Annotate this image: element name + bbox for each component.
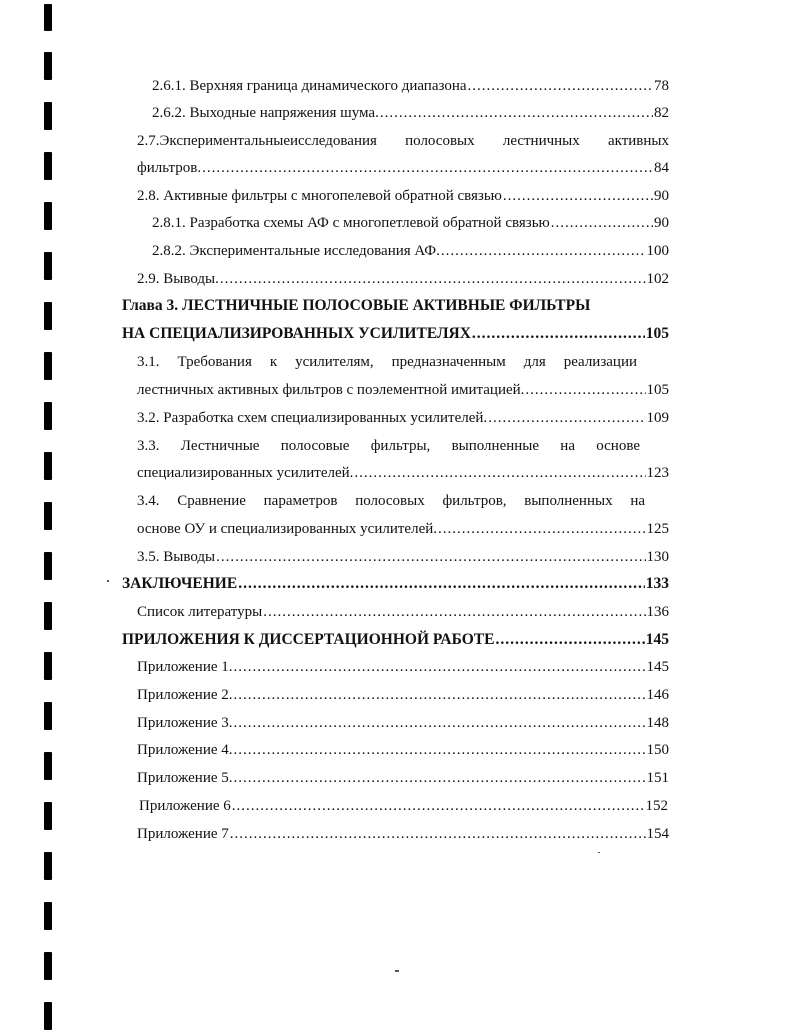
toc-page-number: 105 (646, 382, 669, 398)
toc-references[interactable] (137, 602, 669, 622)
leader-dots (234, 657, 646, 677)
scan-speck (598, 852, 600, 853)
toc-page-number: 109 (646, 410, 669, 426)
toc-chapter-3-line1[interactable]: Глава 3. ЛЕСТНИЧНЫЕ ПОЛОСОВЫЕ АКТИВНЫЕ ФИЛЬТРЫ (122, 297, 591, 314)
toc-appendix-4[interactable] (137, 740, 669, 760)
toc-entry-label: лестничных активных фильтров с поэлементной имитацией. (137, 382, 525, 398)
toc-entry-label: НА СПЕЦИАЛИЗИРОВАННЫХ УСИЛИТЕЛЯХ (122, 325, 471, 342)
toc-entry-label: Приложение 3. (137, 715, 233, 731)
toc-appendices[interactable] (122, 630, 669, 650)
toc-entry-label: Список литературы (137, 604, 263, 620)
toc-page-number: 151 (646, 770, 669, 786)
toc-entry-2-7[interactable] (137, 158, 669, 178)
toc-entry-3-4[interactable] (137, 519, 669, 539)
toc-page-number: 152 (645, 798, 668, 814)
toc-entry-label: 2.8.2. Экспериментальные исследования АФ. (152, 243, 440, 259)
leader-dots (232, 796, 645, 816)
toc-entry-label: фильтров. (137, 160, 202, 176)
leader-dots (234, 713, 646, 733)
toc-page-number: 146 (646, 687, 669, 703)
toc-entry-2-9[interactable] (137, 269, 669, 289)
toc-entry-2-8[interactable] (137, 186, 669, 206)
toc-entry-3-2[interactable] (137, 408, 669, 428)
leader-dots (495, 630, 644, 650)
toc-page-number: 133 (645, 575, 669, 592)
toc-page-number: 136 (646, 604, 669, 620)
toc-entry-3-1-line1[interactable]: 3.1. Требования к усилителям, предназначенным для реализации (137, 354, 637, 370)
leader-dots (472, 324, 645, 344)
toc-entry-3-1[interactable] (137, 380, 669, 400)
toc-appendix-7[interactable] (137, 824, 669, 844)
toc-entry-label: специализированных усилителей. (137, 465, 354, 481)
scan-speck (395, 970, 399, 972)
toc-page-number: 125 (646, 521, 669, 537)
leader-dots (468, 76, 653, 96)
toc-entry-3-3-line1[interactable]: 3.3. Лестничные полосовые фильтры, выполненные на основе (137, 438, 640, 454)
toc-page-number: 145 (645, 631, 669, 648)
toc-page-number: 150 (646, 742, 669, 758)
toc-entry-label: Приложение 4. (137, 742, 233, 758)
leader-dots (234, 768, 646, 788)
toc-page-number: 84 (654, 160, 669, 176)
toc-entry-label: Приложение 5. (137, 770, 233, 786)
toc-entry-2-6-2[interactable] (152, 103, 669, 123)
toc-entry-label: 2.6.1. Верхняя граница динамического диапазона (152, 78, 467, 94)
toc-entry-3-5[interactable] (137, 547, 669, 567)
toc-entry-label: ПРИЛОЖЕНИЯ К ДИССЕРТАЦИОННОЙ РАБОТЕ (122, 631, 495, 648)
toc-entry-label: 3.2. Разработка схем специализированных усилителей. (137, 410, 488, 426)
leader-dots (238, 574, 645, 594)
toc-chapter-3[interactable] (122, 324, 669, 344)
toc-entry-label: Приложение 1. (137, 659, 233, 675)
toc-entry-label: Приложение 7 (137, 826, 229, 842)
toc-appendix-1[interactable] (137, 657, 669, 677)
leader-dots (234, 685, 646, 705)
toc-page-number: 82 (654, 105, 669, 121)
leader-dots (230, 824, 646, 844)
toc-appendix-5[interactable] (137, 768, 669, 788)
toc-page-number: 148 (646, 715, 669, 731)
leader-dots (525, 380, 645, 400)
toc-entry-2-7-line1[interactable]: 2.7.Экспериментальныеисследования полосовых лестничных активных (137, 133, 669, 149)
scan-speck (107, 580, 109, 582)
toc-entry-label: 2.8. Активные фильтры с многопелевой обратной связью (137, 188, 502, 204)
toc-entry-label: 3.5. Выводы (137, 549, 216, 565)
leader-dots (263, 602, 645, 622)
toc-page-number: 78 (654, 78, 669, 94)
toc-page-number: 90 (654, 215, 669, 231)
toc-page-number: 130 (646, 549, 669, 565)
toc-entry-label: основе ОУ и специализированных усилителей. (137, 521, 438, 537)
toc-entry-label: Приложение 6 (139, 798, 231, 814)
toc-page-number: 145 (646, 659, 669, 675)
toc-entry-label: 2.6.2. Выходные напряжения шума. (152, 105, 379, 121)
leader-dots (220, 269, 646, 289)
toc-entry-label: 2.8.1. Разработка схемы АФ с многопетлевой обратной связью (152, 215, 550, 231)
toc-page-number: 102 (646, 271, 669, 287)
toc-page-number: 90 (654, 188, 669, 204)
toc-entry-3-4-line1[interactable]: 3.4. Сравнение параметров полосовых фильтров, выполненных на (137, 493, 645, 509)
leader-dots (202, 158, 653, 178)
leader-dots (354, 463, 645, 483)
leader-dots (216, 547, 645, 567)
toc-entry-label: 2.9. Выводы. (137, 271, 219, 287)
toc-appendix-2[interactable] (137, 685, 669, 705)
leader-dots (488, 408, 645, 428)
toc-entry-2-8-1[interactable] (152, 213, 669, 233)
toc-entry-2-6-1[interactable] (152, 76, 669, 96)
leader-dots (438, 519, 645, 539)
toc-page-number: 154 (646, 826, 669, 842)
leader-dots (234, 740, 646, 760)
toc-appendix-3[interactable] (137, 713, 669, 733)
toc-page-number: 123 (646, 465, 669, 481)
leader-dots (441, 241, 646, 261)
toc-entry-label: ЗАКЛЮЧЕНИЕ (122, 575, 238, 592)
toc-entry-2-8-2[interactable] (152, 241, 669, 261)
leader-dots (551, 213, 653, 233)
leader-dots (380, 103, 653, 123)
toc-conclusion[interactable] (122, 574, 669, 594)
toc-appendix-6[interactable] (139, 796, 668, 816)
toc-page-number: 105 (645, 325, 669, 342)
toc-page-number: 100 (646, 243, 669, 259)
toc-entry-label: Приложение 2. (137, 687, 233, 703)
leader-dots (503, 186, 653, 206)
toc-entry-3-3[interactable] (137, 463, 669, 483)
